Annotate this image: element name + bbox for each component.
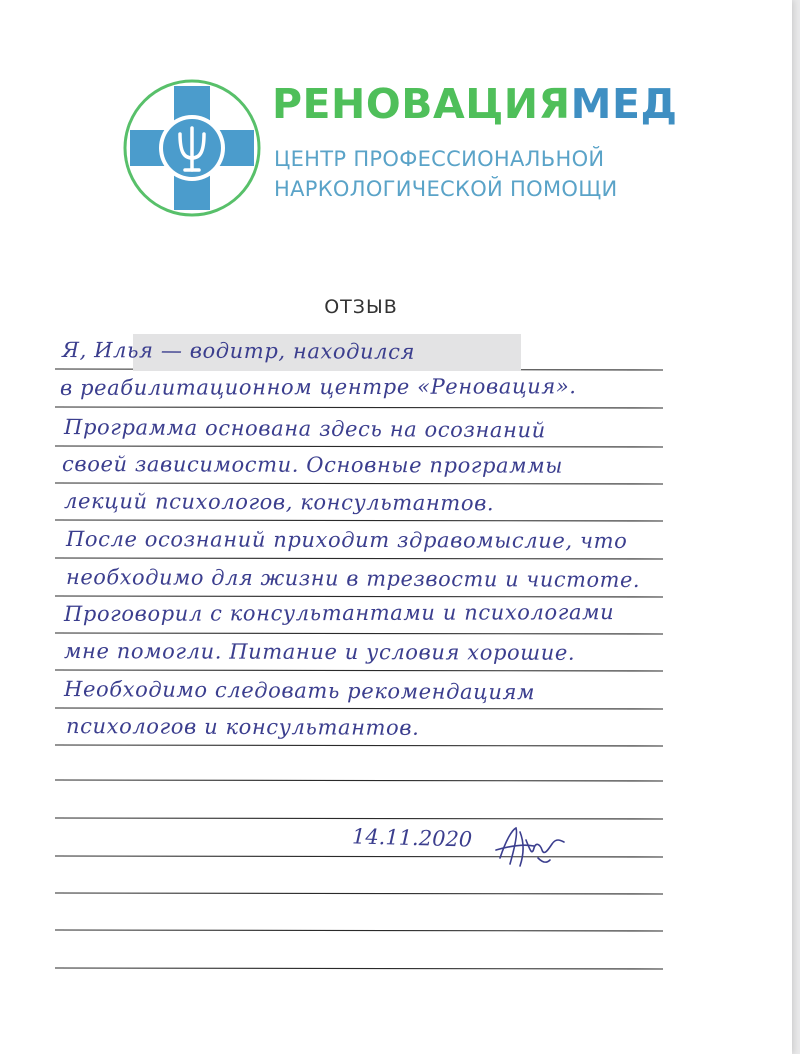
ruled-line (55, 520, 663, 521)
ruled-line (55, 558, 663, 559)
handwritten-line: необходимо для жизни в трезвости и чистоте. (66, 565, 641, 593)
ruled-line (55, 446, 663, 447)
handwritten-line: После осознаний приходит здравомыслие, что (66, 527, 628, 553)
review-date: 14.11.2020 (351, 824, 473, 852)
ruled-line (55, 483, 663, 484)
ruled-line (55, 780, 663, 781)
brand-name-part2: МЕД (570, 80, 678, 128)
handwritten-line: психологов и консультантов. (66, 714, 420, 740)
ruled-line (55, 407, 663, 408)
handwritten-line: лекций психологов, консультантов. (64, 489, 495, 516)
ruled-line (55, 596, 663, 597)
tagline-line-1: ЦЕНТР ПРОФЕССИОНАЛЬНОЙ (274, 147, 605, 171)
ruled-line (55, 968, 663, 969)
ruled-line (55, 893, 663, 894)
handwritten-line: Я, Илья — водитр, находился (62, 338, 416, 364)
handwritten-line: Программа основана здесь на осознаний (64, 415, 546, 443)
ruled-line (55, 818, 663, 819)
handwritten-line: Проговорил с консультантами и психологами (63, 600, 615, 626)
ruled-line (55, 930, 663, 931)
ruled-line (55, 708, 663, 709)
tagline-line-2: НАРКОЛОГИЧЕСКОЙ ПОМОЩИ (274, 177, 618, 201)
handwritten-line: в реабилитационном центре «Реновация». (59, 374, 577, 400)
document-title: ОТЗЫВ (324, 296, 398, 318)
handwritten-line: своей зависимости. Основные программы (62, 452, 563, 478)
ruled-line (55, 633, 663, 634)
handwritten-line: мне помогли. Питание и условия хорошие. (64, 639, 576, 665)
signature (490, 820, 590, 880)
handwritten-line: Необходимо следовать рекомендациям (64, 677, 536, 705)
ruled-line (55, 745, 663, 746)
ruled-line (55, 670, 663, 671)
brand-name-part1: РЕНОВАЦИЯ (272, 80, 571, 128)
